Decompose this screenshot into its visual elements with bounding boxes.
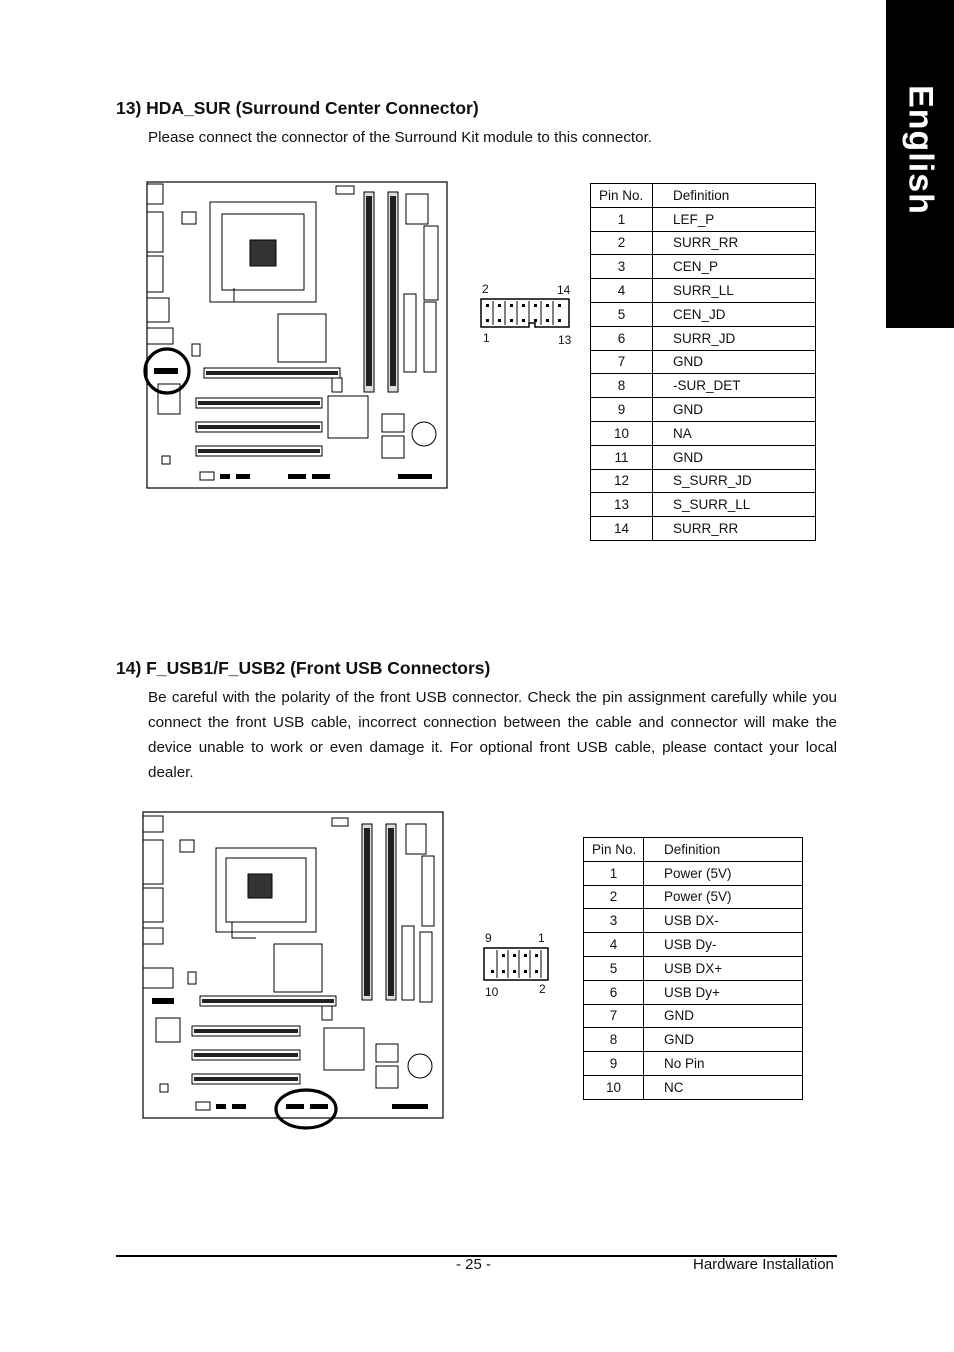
header-definition: Definition (644, 838, 803, 862)
table-row (591, 255, 816, 279)
pin-definition-cell: USB DX+ (644, 956, 803, 980)
table-row (591, 350, 816, 374)
table-row (591, 445, 816, 469)
pin-number-cell: 10 (591, 421, 653, 445)
pin-definition-cell: -SUR_DET (653, 374, 816, 398)
table-row (591, 302, 816, 326)
pin-number-cell: 5 (584, 956, 644, 980)
table-row (591, 517, 816, 541)
pin-definition-cell: S_SURR_JD (653, 469, 816, 493)
pin-number-cell: 14 (591, 517, 653, 541)
usb-pin-label-2: 2 (539, 982, 546, 996)
section-14-description: Be careful with the polarity of the front USB connector. Check the pin assignment carefully while you connect the front USB cable, incorrect connection between the cable and connector will make the device unable to work or even damage it. For optional front USB cable, please contact your local dealer. (148, 689, 837, 781)
pin-number-cell: 7 (584, 1004, 644, 1028)
pin-number-cell: 9 (591, 398, 653, 422)
pin-number-cell: 8 (591, 374, 653, 398)
pin-definition-cell: SURR_JD (653, 326, 816, 350)
pin-number-cell: 4 (591, 279, 653, 303)
usb-pin-label-10: 10 (485, 985, 499, 999)
pin-number-cell: 1 (584, 861, 644, 885)
table-row (591, 207, 816, 231)
table-row (591, 421, 816, 445)
pin-definition-cell: LEF_P (653, 207, 816, 231)
table-row (584, 933, 803, 957)
table-row (584, 1004, 803, 1028)
front-usb-pin-table (583, 837, 803, 1100)
pin-definition-cell: S_SURR_LL (653, 493, 816, 517)
section-13-heading: 13) HDA_SUR (Surround Center Connector) (116, 98, 479, 118)
hda-sur-pin-table (590, 183, 816, 541)
hda-pin-label-14: 14 (557, 283, 571, 297)
language-tab-label: English (901, 85, 940, 215)
pin-number-cell: 10 (584, 1075, 644, 1099)
table-row (584, 885, 803, 909)
table-row (584, 861, 803, 885)
pin-definition-cell: SURR_LL (653, 279, 816, 303)
table-header-row (584, 838, 803, 862)
table-row (584, 980, 803, 1004)
motherboard-diagram-hda-sur (138, 178, 450, 492)
table-row (584, 1028, 803, 1052)
pin-definition-cell: No Pin (644, 1052, 803, 1076)
language-tab (886, 0, 954, 328)
section-13-description: Please connect the connector of the Surround Kit module to this connector. (148, 129, 653, 146)
pin-definition-cell: SURR_RR (653, 231, 816, 255)
table-row (591, 469, 816, 493)
pin-definition-cell: GND (653, 445, 816, 469)
pin-definition-cell: USB Dy+ (644, 980, 803, 1004)
usb-pin-label-9: 9 (485, 931, 492, 945)
header-pin-no: Pin No. (591, 184, 653, 208)
page-number: - 25 - (456, 1256, 492, 1273)
pin-number-cell: 13 (591, 493, 653, 517)
pin-definition-cell: NC (644, 1075, 803, 1099)
section-14-heading: 14) F_USB1/F_USB2 (Front USB Connectors) (116, 658, 491, 678)
table-row (591, 398, 816, 422)
pin-number-cell: 6 (584, 980, 644, 1004)
table-row (584, 956, 803, 980)
pin-definition-cell: CEN_JD (653, 302, 816, 326)
pin-number-cell: 9 (584, 1052, 644, 1076)
pin-definition-cell: GND (644, 1004, 803, 1028)
pin-definition-cell: Power (5V) (644, 885, 803, 909)
table-row (584, 1052, 803, 1076)
table-row (584, 909, 803, 933)
usb-pin-label-1: 1 (538, 931, 545, 945)
table-row (591, 493, 816, 517)
motherboard-diagram-front-usb (136, 808, 446, 1134)
pin-definition-cell: GND (644, 1028, 803, 1052)
front-usb-pin-header (480, 944, 552, 984)
table-row (591, 231, 816, 255)
pin-definition-cell: SURR_RR (653, 517, 816, 541)
pin-number-cell: 3 (591, 255, 653, 279)
pin-number-cell: 3 (584, 909, 644, 933)
table-row (591, 279, 816, 303)
pin-number-cell: 5 (591, 302, 653, 326)
header-definition: Definition (653, 184, 816, 208)
pin-number-cell: 11 (591, 445, 653, 469)
hda-pin-label-2: 2 (482, 282, 489, 296)
hda-sur-pin-header (477, 297, 573, 331)
pin-definition-cell: NA (653, 421, 816, 445)
pin-number-cell: 2 (584, 885, 644, 909)
footer-section-title: Hardware Installation (693, 1256, 834, 1273)
pin-definition-cell: CEN_P (653, 255, 816, 279)
pin-definition-cell: Power (5V) (644, 861, 803, 885)
pin-number-cell: 2 (591, 231, 653, 255)
pin-definition-cell: USB Dy- (644, 933, 803, 957)
pin-number-cell: 4 (584, 933, 644, 957)
table-row (591, 374, 816, 398)
pin-definition-cell: GND (653, 350, 816, 374)
pin-number-cell: 8 (584, 1028, 644, 1052)
header-pin-no: Pin No. (584, 838, 644, 862)
table-row (584, 1075, 803, 1099)
hda-pin-label-13: 13 (558, 333, 572, 347)
table-row (591, 326, 816, 350)
pin-number-cell: 12 (591, 469, 653, 493)
hda-pin-label-1: 1 (483, 331, 490, 345)
pin-definition-cell: GND (653, 398, 816, 422)
table-header-row (591, 184, 816, 208)
pin-number-cell: 6 (591, 326, 653, 350)
pin-definition-cell: USB DX- (644, 909, 803, 933)
pin-number-cell: 1 (591, 207, 653, 231)
pin-number-cell: 7 (591, 350, 653, 374)
